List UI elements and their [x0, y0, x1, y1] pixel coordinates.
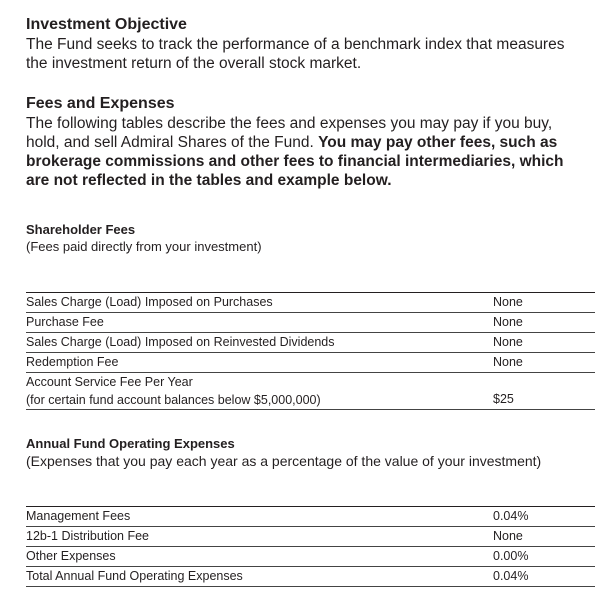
fees-text-line [26, 133, 564, 152]
fees-text-line: The following tables describe the fees and expenses you may pay if you buy, [26, 115, 553, 132]
fees-text-bold: are not reflected in the tables and example below. [26, 172, 392, 189]
row-label: Other Expenses [26, 549, 116, 563]
fees-text-line [26, 171, 564, 190]
row-label: Sales Charge (Load) Imposed on Reinvested Dividends [26, 335, 335, 349]
row-value: 0.04% [493, 509, 529, 523]
table-row [26, 547, 595, 567]
row-label-note: (for certain fund account balances below $5,000,000) [26, 393, 321, 407]
table-row [26, 507, 595, 527]
annual-expenses-heading: Annual Fund Operating Expenses [26, 436, 235, 451]
row-label: 12b-1 Distribution Fee [26, 529, 149, 543]
investment-objective-text [26, 35, 564, 73]
fees-text-bold: brokerage commissions and other fees to financial intermediaries, which [26, 153, 564, 170]
fees-text-bold: You may pay other fees, such as [318, 134, 558, 151]
row-label: Sales Charge (Load) Imposed on Purchases [26, 295, 273, 309]
investment-objective-line: the investment return of the overall stock market. [26, 55, 362, 72]
row-value: None [493, 335, 523, 349]
table-row [26, 373, 595, 410]
table-row [26, 527, 595, 547]
row-label: Total Annual Fund Operating Expenses [26, 569, 243, 583]
row-label: Purchase Fee [26, 315, 104, 329]
annual-expenses-table [26, 506, 595, 587]
table-row [26, 293, 595, 313]
row-value: 0.04% [493, 569, 529, 583]
shareholder-fees-heading: Shareholder Fees [26, 222, 136, 237]
table-row [26, 313, 595, 333]
row-label: Management Fees [26, 509, 131, 523]
table-row [26, 567, 595, 587]
shareholder-fees-table [26, 292, 595, 410]
row-value: None [493, 529, 523, 543]
row-value: None [493, 355, 523, 369]
row-label: Redemption Fee [26, 355, 119, 369]
fees-and-expenses-heading: Fees and Expenses [26, 95, 175, 112]
fees-text-line [26, 152, 564, 171]
investment-objective-line: The Fund seeks to track the performance of a benchmark index that measures [26, 36, 565, 53]
table-row [26, 333, 595, 353]
investment-objective-heading: Investment Objective [26, 16, 187, 33]
row-value: None [493, 315, 523, 329]
row-value: $25 [493, 392, 514, 406]
fees-text-regular: hold, and sell Admiral Shares of the Fund. [26, 134, 319, 151]
table-row [26, 353, 595, 373]
row-value: None [493, 295, 523, 309]
row-label: Account Service Fee Per Year [26, 375, 193, 389]
annual-expenses-subtitle: (Expenses that you pay each year as a percentage of the value of your investment) [26, 453, 542, 469]
shareholder-fees-subtitle: (Fees paid directly from your investment) [26, 239, 262, 254]
row-value: 0.00% [493, 549, 529, 563]
fees-and-expenses-text [26, 114, 564, 190]
